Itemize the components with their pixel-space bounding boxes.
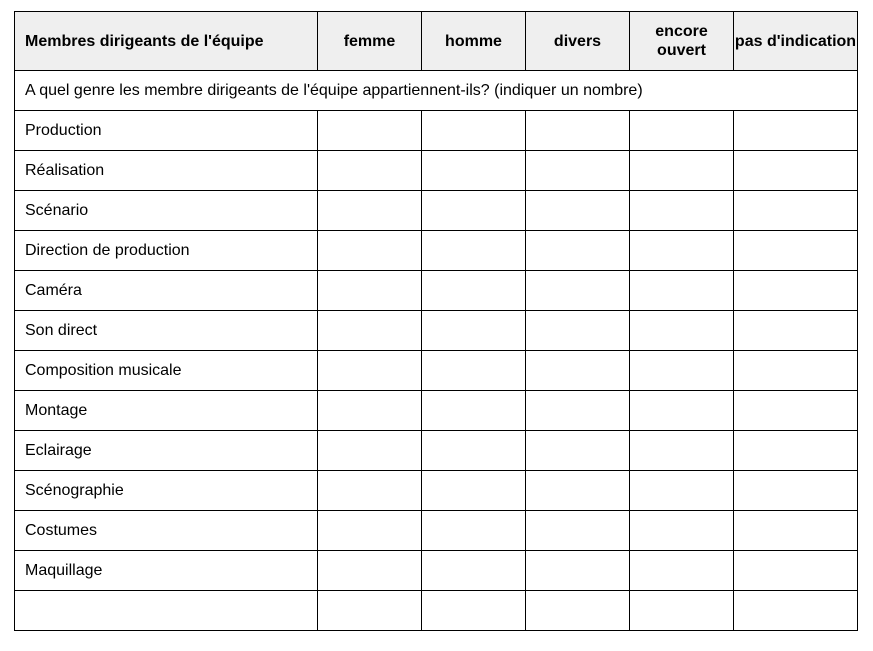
input-cell-pas-d-indication[interactable] bbox=[734, 151, 858, 191]
gender-count-table bbox=[14, 11, 858, 631]
row-label: Son direct bbox=[15, 311, 318, 351]
input-cell-divers[interactable] bbox=[526, 471, 630, 511]
row-label: Scénographie bbox=[15, 471, 318, 511]
input-cell-homme[interactable] bbox=[422, 591, 526, 631]
input-cell-femme[interactable] bbox=[318, 231, 422, 271]
input-cell-divers[interactable] bbox=[526, 591, 630, 631]
input-cell-femme[interactable] bbox=[318, 271, 422, 311]
input-cell-femme[interactable] bbox=[318, 111, 422, 151]
header-title: Membres dirigeants de l'équipe bbox=[15, 12, 318, 71]
input-cell-encore-ouvert[interactable] bbox=[630, 591, 734, 631]
input-cell-divers[interactable] bbox=[526, 391, 630, 431]
input-cell-encore-ouvert[interactable] bbox=[630, 151, 734, 191]
input-cell-femme[interactable] bbox=[318, 591, 422, 631]
input-cell-divers[interactable] bbox=[526, 271, 630, 311]
input-cell-divers[interactable] bbox=[526, 431, 630, 471]
input-cell-homme[interactable] bbox=[422, 311, 526, 351]
input-cell-encore-ouvert[interactable] bbox=[630, 231, 734, 271]
row-label: Maquillage bbox=[15, 551, 318, 591]
input-cell-divers[interactable] bbox=[526, 231, 630, 271]
input-cell-encore-ouvert[interactable] bbox=[630, 311, 734, 351]
input-cell-encore-ouvert[interactable] bbox=[630, 271, 734, 311]
table-row bbox=[15, 191, 858, 231]
table-row bbox=[15, 391, 858, 431]
input-cell-pas-d-indication[interactable] bbox=[734, 231, 858, 271]
header-homme: homme bbox=[422, 12, 526, 71]
input-cell-divers[interactable] bbox=[526, 311, 630, 351]
input-cell-pas-d-indication[interactable] bbox=[734, 191, 858, 231]
input-cell-homme[interactable] bbox=[422, 551, 526, 591]
input-cell-divers[interactable] bbox=[526, 551, 630, 591]
input-cell-encore-ouvert[interactable] bbox=[630, 391, 734, 431]
table-row bbox=[15, 471, 858, 511]
input-cell-femme[interactable] bbox=[318, 551, 422, 591]
row-label: Composition musicale bbox=[15, 351, 318, 391]
table-row bbox=[15, 271, 858, 311]
row-label: Montage bbox=[15, 391, 318, 431]
input-cell-pas-d-indication[interactable] bbox=[734, 111, 858, 151]
input-cell-homme[interactable] bbox=[422, 271, 526, 311]
input-cell-encore-ouvert[interactable] bbox=[630, 351, 734, 391]
input-cell-homme[interactable] bbox=[422, 151, 526, 191]
input-cell-pas-d-indication[interactable] bbox=[734, 591, 858, 631]
input-cell-homme[interactable] bbox=[422, 111, 526, 151]
input-cell-pas-d-indication[interactable] bbox=[734, 351, 858, 391]
input-cell-pas-d-indication[interactable] bbox=[734, 471, 858, 511]
header-femme: femme bbox=[318, 12, 422, 71]
table-row bbox=[15, 151, 858, 191]
question-text: A quel genre les membre dirigeants de l'équipe appartiennent-ils? (indiquer un nombre) bbox=[15, 71, 858, 111]
input-cell-homme[interactable] bbox=[422, 231, 526, 271]
table-row bbox=[15, 111, 858, 151]
input-cell-femme[interactable] bbox=[318, 351, 422, 391]
input-cell-femme[interactable] bbox=[318, 391, 422, 431]
input-cell-homme[interactable] bbox=[422, 471, 526, 511]
input-cell-encore-ouvert[interactable] bbox=[630, 551, 734, 591]
question-row bbox=[15, 71, 858, 111]
input-cell-encore-ouvert[interactable] bbox=[630, 191, 734, 231]
input-cell-homme[interactable] bbox=[422, 511, 526, 551]
input-cell-homme[interactable] bbox=[422, 191, 526, 231]
input-cell-pas-d-indication[interactable] bbox=[734, 271, 858, 311]
row-label: Scénario bbox=[15, 191, 318, 231]
input-cell-encore-ouvert[interactable] bbox=[630, 511, 734, 551]
input-cell-pas-d-indication[interactable] bbox=[734, 391, 858, 431]
row-label: Caméra bbox=[15, 271, 318, 311]
table-row bbox=[15, 511, 858, 551]
row-label: Costumes bbox=[15, 511, 318, 551]
row-label: Direction de production bbox=[15, 231, 318, 271]
input-cell-pas-d-indication[interactable] bbox=[734, 551, 858, 591]
input-cell-femme[interactable] bbox=[318, 431, 422, 471]
header-pas-d-indication: pas d'indication bbox=[734, 12, 858, 71]
input-cell-encore-ouvert[interactable] bbox=[630, 431, 734, 471]
input-cell-femme[interactable] bbox=[318, 511, 422, 551]
row-label: Production bbox=[15, 111, 318, 151]
table-row bbox=[15, 591, 858, 631]
input-cell-pas-d-indication[interactable] bbox=[734, 311, 858, 351]
input-cell-pas-d-indication[interactable] bbox=[734, 511, 858, 551]
input-cell-homme[interactable] bbox=[422, 391, 526, 431]
input-cell-divers[interactable] bbox=[526, 511, 630, 551]
row-label bbox=[15, 591, 318, 631]
input-cell-femme[interactable] bbox=[318, 471, 422, 511]
table-row bbox=[15, 231, 858, 271]
input-cell-encore-ouvert[interactable] bbox=[630, 471, 734, 511]
input-cell-divers[interactable] bbox=[526, 351, 630, 391]
input-cell-femme[interactable] bbox=[318, 191, 422, 231]
table-row bbox=[15, 551, 858, 591]
input-cell-encore-ouvert[interactable] bbox=[630, 111, 734, 151]
input-cell-divers[interactable] bbox=[526, 111, 630, 151]
input-cell-homme[interactable] bbox=[422, 431, 526, 471]
input-cell-pas-d-indication[interactable] bbox=[734, 431, 858, 471]
input-cell-femme[interactable] bbox=[318, 151, 422, 191]
table-row bbox=[15, 351, 858, 391]
table-row bbox=[15, 431, 858, 471]
input-cell-divers[interactable] bbox=[526, 151, 630, 191]
input-cell-divers[interactable] bbox=[526, 191, 630, 231]
row-label: Réalisation bbox=[15, 151, 318, 191]
input-cell-femme[interactable] bbox=[318, 311, 422, 351]
input-cell-homme[interactable] bbox=[422, 351, 526, 391]
header-row bbox=[15, 12, 858, 71]
header-divers: divers bbox=[526, 12, 630, 71]
row-label: Eclairage bbox=[15, 431, 318, 471]
table-row bbox=[15, 311, 858, 351]
header-encore-ouvert: encore ouvert bbox=[630, 12, 734, 71]
